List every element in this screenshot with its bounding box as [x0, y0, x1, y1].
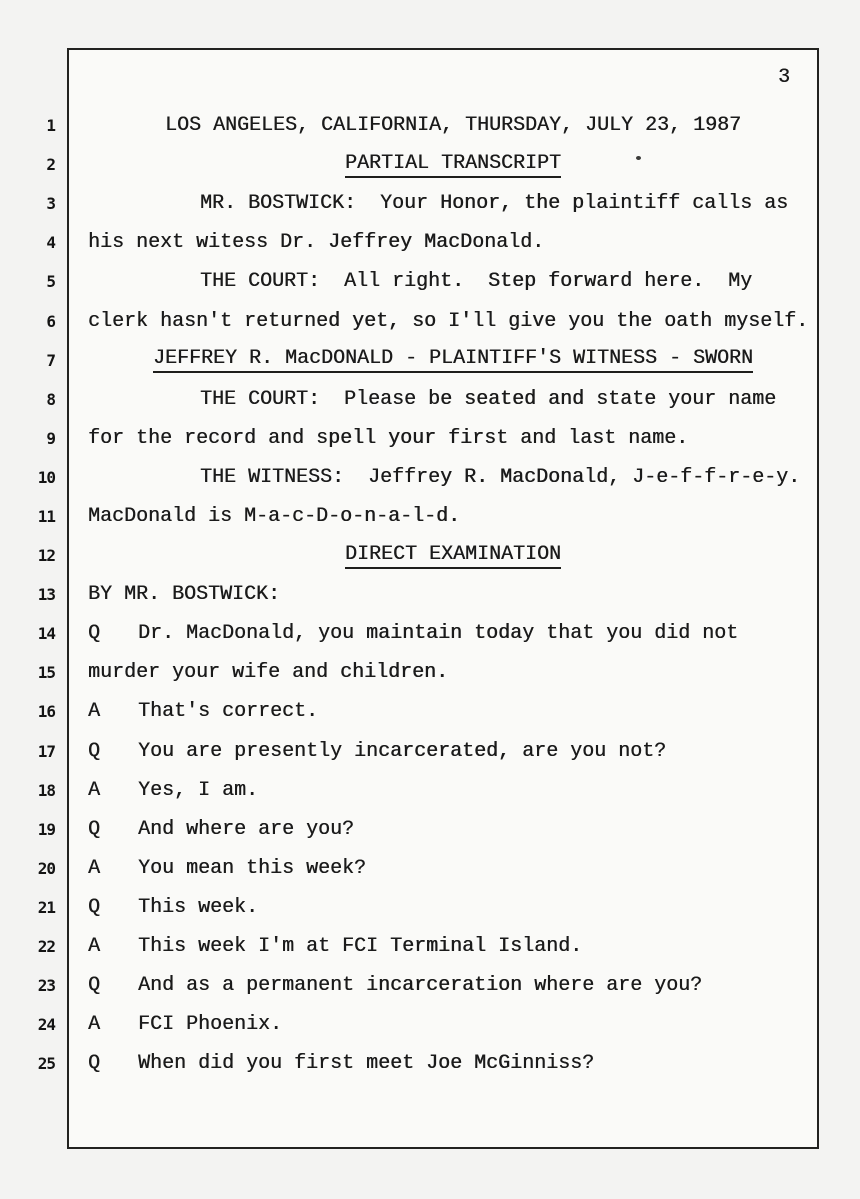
line-text: for the record and spell your first and last name.: [88, 426, 689, 450]
line-text: You are presently incarcerated, are you not?: [138, 739, 667, 763]
transcript-line: [0, 458, 860, 497]
transcript-line: [0, 536, 860, 575]
speaker-label: A: [88, 856, 101, 880]
line-number: 17: [37, 741, 55, 761]
text-line: [88, 388, 818, 411]
heading-line: [88, 152, 818, 178]
line-number: 16: [37, 702, 55, 722]
transcript-line: [0, 145, 860, 184]
line-text: MR. BOSTWICK: Your Honor, the plaintiff calls as: [200, 192, 789, 216]
text-line: [88, 427, 818, 450]
transcript-line: [0, 380, 860, 419]
line-number: 14: [37, 624, 55, 644]
heading-line: [88, 347, 818, 373]
heading-line: [88, 114, 818, 137]
line-number: 19: [37, 819, 55, 839]
line-text: BY MR. BOSTWICK:: [88, 583, 281, 607]
transcript-line: [0, 888, 860, 927]
speaker-label: Q: [88, 817, 101, 841]
line-number: 25: [37, 1054, 55, 1074]
transcript-line: [0, 575, 860, 614]
transcript-line: [0, 497, 860, 536]
line-number: 21: [37, 897, 55, 917]
line-text: This week I'm at FCI Terminal Island.: [138, 935, 583, 959]
text-line: [88, 700, 818, 723]
line-text: THE WITNESS: Jeffrey R. MacDonald, J-e-f-f-r-e-y.: [200, 465, 801, 489]
line-text: murder your wife and children.: [88, 661, 449, 685]
line-text: This week.: [138, 895, 259, 919]
line-text: JEFFREY R. MacDONALD - PLAINTIFF'S WITNESS - SWORN: [153, 347, 753, 373]
text-line: [88, 622, 818, 645]
text-line: [88, 661, 818, 684]
speaker-label: Q: [88, 739, 101, 763]
line-number: 5: [46, 272, 55, 292]
line-text: When did you first meet Joe McGinniss?: [138, 1052, 595, 1076]
line-text: clerk hasn't returned yet, so I'll give you the oath myself.: [88, 309, 809, 333]
text-line: [88, 896, 818, 919]
text-line: [88, 192, 818, 215]
transcript-line: [0, 810, 860, 849]
line-number: 1: [46, 116, 55, 136]
line-text: DIRECT EXAMINATION: [345, 543, 561, 569]
line-number: 24: [37, 1015, 55, 1035]
text-line: [88, 583, 818, 606]
text-line: [88, 270, 818, 293]
text-line: [88, 818, 818, 841]
text-line: [88, 974, 818, 997]
line-text: That's correct.: [138, 700, 319, 724]
line-text: And where are you?: [138, 817, 355, 841]
line-number: 6: [46, 311, 55, 331]
heading-line: [88, 543, 818, 569]
transcript-line: [0, 262, 860, 301]
line-number: 3: [46, 194, 55, 214]
line-number: 18: [37, 780, 55, 800]
line-number: 7: [46, 350, 55, 370]
transcript-line: [0, 653, 860, 692]
speaker-label: Q: [88, 974, 101, 998]
text-line: [88, 466, 818, 489]
line-text: You mean this week?: [138, 856, 367, 880]
line-text: Dr. MacDonald, you maintain today that you did not: [138, 622, 739, 646]
speaker-label: A: [88, 935, 101, 959]
line-number: 9: [46, 428, 55, 448]
speaker-label: A: [88, 700, 101, 724]
transcript-line: [0, 223, 860, 262]
transcript-line: [0, 927, 860, 966]
text-line: [88, 505, 818, 528]
speaker-label: A: [88, 1013, 101, 1037]
transcript-line: [0, 1044, 860, 1083]
transcript-line: [0, 1005, 860, 1044]
text-line: [88, 779, 818, 802]
line-text: FCI Phoenix.: [138, 1013, 283, 1037]
transcript-line: [0, 184, 860, 223]
speaker-label: Q: [88, 1052, 101, 1076]
text-line: [88, 935, 818, 958]
text-line: [88, 310, 818, 333]
text-line: [88, 1052, 818, 1075]
line-text: his next witess Dr. Jeffrey MacDonald.: [88, 231, 545, 255]
line-number: 8: [46, 389, 55, 409]
transcript-line: [0, 966, 860, 1005]
line-text: Yes, I am.: [138, 778, 259, 802]
transcript-line: [0, 419, 860, 458]
text-line: [88, 1013, 818, 1036]
line-number: 20: [37, 858, 55, 878]
line-number: 12: [37, 546, 55, 566]
transcript-line: [0, 732, 860, 771]
line-number: 11: [37, 506, 55, 526]
line-text: THE COURT: Please be seated and state your name: [200, 387, 777, 411]
transcript-line: [0, 692, 860, 731]
text-line: [88, 740, 818, 763]
transcript-line: [0, 614, 860, 653]
text-line: [88, 857, 818, 880]
transcript-line: [0, 771, 860, 810]
page-number: 3: [778, 66, 791, 89]
line-number: 22: [37, 937, 55, 957]
line-text: THE COURT: All right. Step forward here. My: [200, 270, 753, 294]
speaker-label: Q: [88, 622, 101, 646]
line-text: And as a permanent incarceration where are you?: [138, 974, 703, 998]
transcript-body: [0, 106, 860, 1083]
line-text: PARTIAL TRANSCRIPT: [345, 152, 561, 178]
line-number: 23: [37, 976, 55, 996]
line-number: 2: [46, 155, 55, 175]
line-number: 4: [46, 233, 55, 253]
line-text: MacDonald is M-a-c-D-o-n-a-l-d.: [88, 504, 461, 528]
line-number: 10: [37, 467, 55, 487]
speaker-label: A: [88, 778, 101, 802]
transcript-line: [0, 341, 860, 380]
line-number: 15: [37, 663, 55, 683]
transcript-line: [0, 106, 860, 145]
transcript-line: [0, 301, 860, 340]
text-line: [88, 231, 818, 254]
transcript-line: [0, 849, 860, 888]
speaker-label: Q: [88, 895, 101, 919]
line-number: 13: [37, 585, 55, 605]
line-text: LOS ANGELES, CALIFORNIA, THURSDAY, JULY 23, 1987: [164, 114, 742, 138]
